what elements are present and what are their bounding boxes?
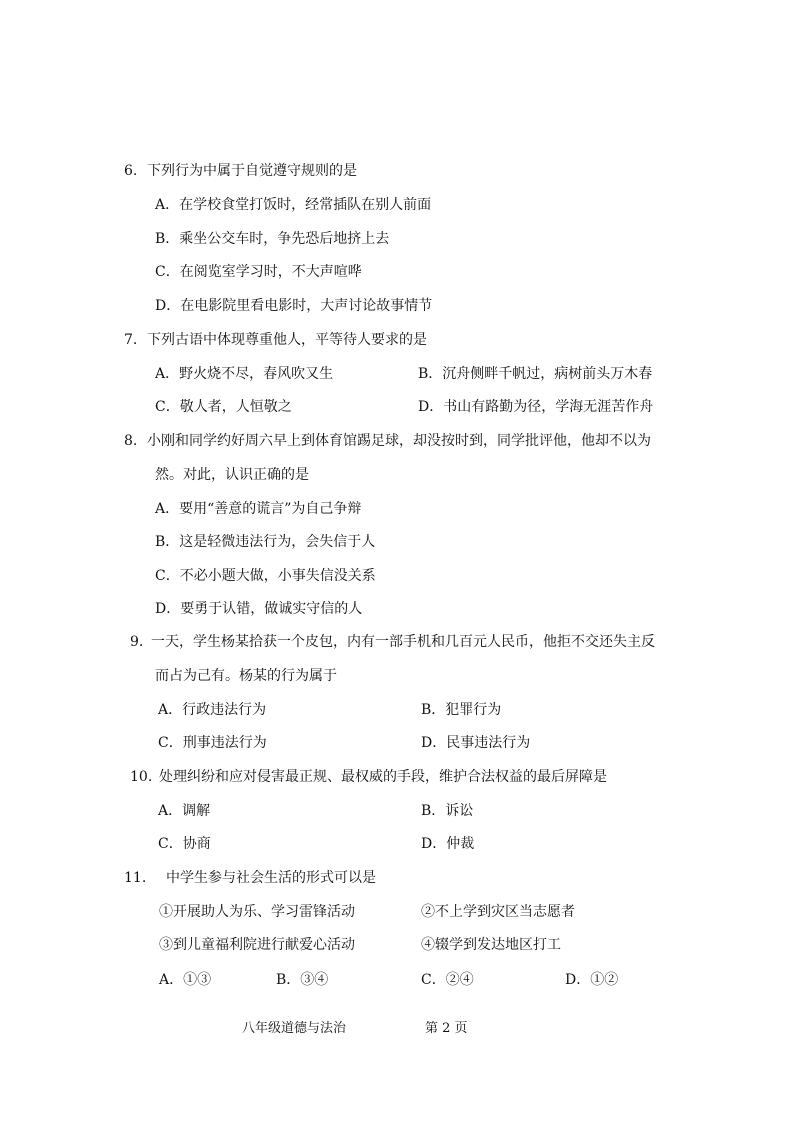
question-10-number: 10. <box>130 769 153 785</box>
question-10-option-c: C．协商 <box>158 836 211 852</box>
question-11-number: 11. <box>124 870 147 886</box>
question-11-option-a: A．①③ <box>159 972 212 988</box>
question-7-number: 7. <box>124 332 138 348</box>
question-11-item-1: ①开展助人为乐、学习雷锋活动 <box>159 904 355 920</box>
question-9-option-d: D．民事违法行为 <box>421 735 531 751</box>
question-9-option-b: B．犯罪行为 <box>421 702 502 718</box>
question-9-stem-line-2: 而占为己有。杨某的行为属于 <box>155 668 337 684</box>
question-9-number: 9. <box>130 634 144 650</box>
question-7-option-d: D．书山有路勤为径，学海无涯苦作舟 <box>418 399 654 415</box>
question-8-stem-line-2: 然。对此，认识正确的是 <box>155 467 309 483</box>
question-11-option-d: D．①② <box>565 972 619 988</box>
question-11-item-2: ②不上学到灾区当志愿者 <box>421 904 575 920</box>
question-10-option-b: B．诉讼 <box>421 803 474 819</box>
question-6-option-c: C．在阅览室学习时，不大声喧哗 <box>155 264 362 280</box>
question-6-option-d: D．在电影院里看电影时，大声讨论故事情节 <box>155 298 433 314</box>
question-8-option-a: A．要用“善意的谎言”为自己争辩 <box>155 501 362 517</box>
question-6-number: 6. <box>124 163 138 179</box>
question-8-number: 8. <box>124 433 138 449</box>
question-7-option-c: C．敬人者，人恒敬之 <box>155 399 292 415</box>
question-7-option-b: B．沉舟侧畔千帆过，病树前头万木春 <box>418 366 653 382</box>
question-9-option-a: A．行政违法行为 <box>158 702 267 718</box>
question-11-item-3: ③到儿童福利院进行献爱心活动 <box>159 937 355 953</box>
question-8-option-c: C．不必小题大做，小事失信没关系 <box>155 568 376 584</box>
question-10-option-a: A．调解 <box>158 803 211 819</box>
question-8-option-d: D．要勇于认错，做诚实守信的人 <box>155 601 363 617</box>
footer-subject: 八年级道德与法治 <box>242 1021 347 1036</box>
question-10-option-d: D．仲裁 <box>421 836 475 852</box>
question-8-stem-line-1: 小刚和同学约好周六早上到体育馆踢足球，却没按时到，同学批评他，他却不以为 <box>147 433 651 449</box>
question-10-stem: 处理纠纷和应对侵害最正规、最权威的手段，维护合法权益的最后屏障是 <box>159 769 607 785</box>
footer-page-number: 第 2 页 <box>425 1021 468 1036</box>
question-9-stem-line-1: 一天，学生杨某拾获一个皮包，内有一部手机和几百元人民币，他拒不交还失主反 <box>151 634 655 650</box>
question-11-item-4: ④辍学到发达地区打工 <box>421 937 561 953</box>
question-7-stem: 下列古语中体现尊重他人，平等待人要求的是 <box>147 332 427 348</box>
question-11-option-c: C．②④ <box>421 972 474 988</box>
question-8-option-b: B．这是轻微违法行为，会失信于人 <box>155 534 376 550</box>
question-9-option-c: C．刑事违法行为 <box>158 735 267 751</box>
question-11-stem: 中学生参与社会生活的形式可以是 <box>166 870 376 886</box>
question-6-option-a: A．在学校食堂打饭时，经常插队在别人前面 <box>155 197 432 213</box>
question-6-stem: 下列行为中属于自觉遵守规则的是 <box>147 163 357 179</box>
question-7-option-a: A．野火烧不尽，春风吹又生 <box>155 366 334 382</box>
question-6-option-b: B．乘坐公交车时，争先恐后地挤上去 <box>155 231 390 247</box>
question-11-option-b: B．③④ <box>276 972 329 988</box>
